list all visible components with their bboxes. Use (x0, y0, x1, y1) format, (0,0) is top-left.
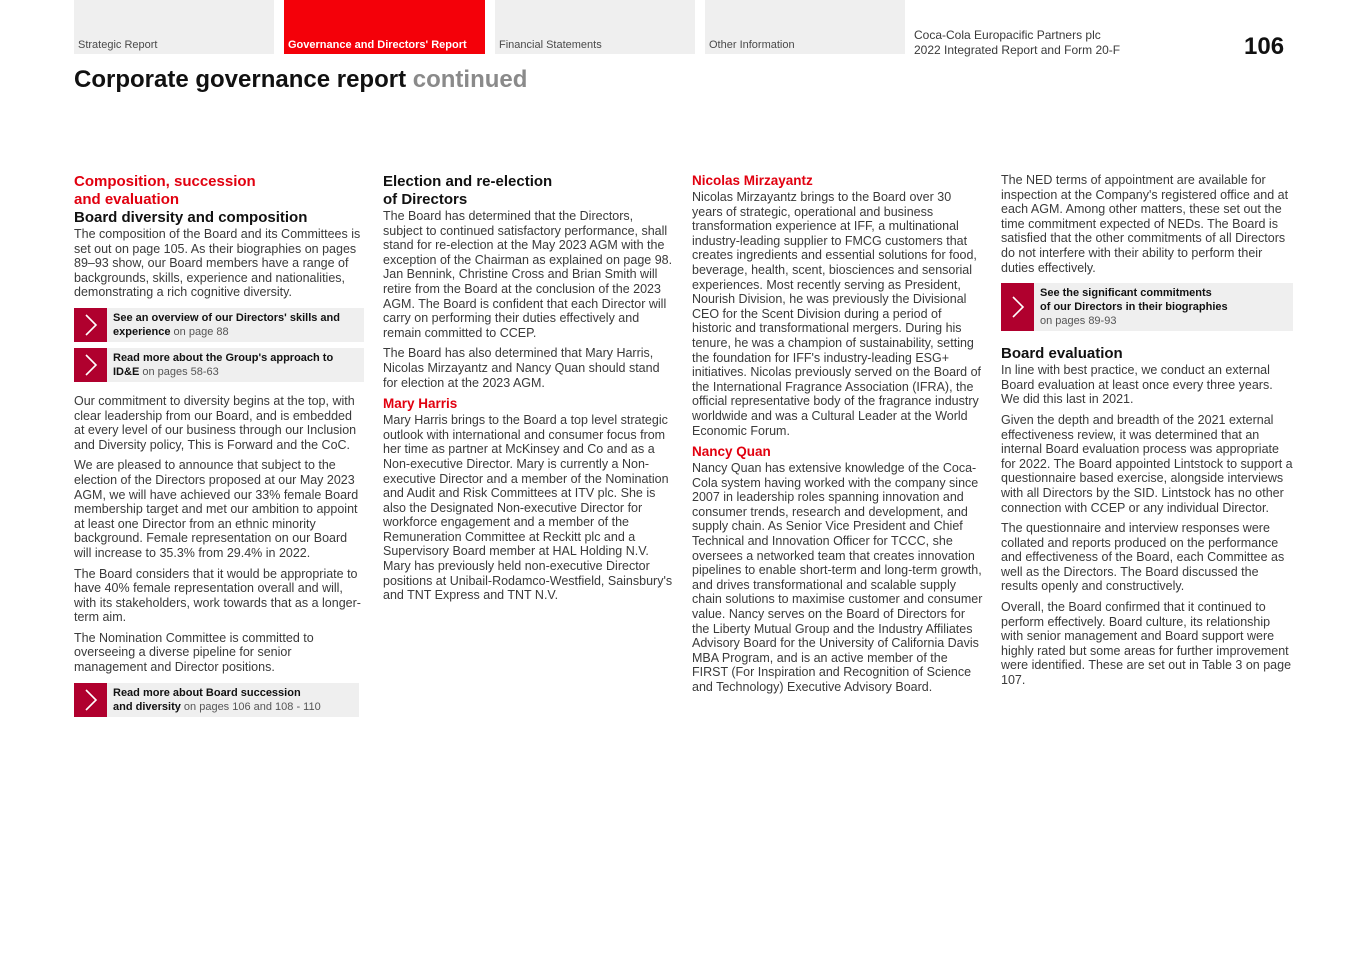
callout-bold: Read more about Board succession (113, 686, 301, 699)
paragraph: Our commitment to diversity begins at the top, with clear leadership from our Board, and is embedded at every level of our business through our Inclusion and Diversity policy, This is Forward and the CoC. (74, 393, 357, 452)
heading-line: Composition, succession (74, 173, 256, 190)
callout-text (107, 308, 364, 342)
paragraph: The questionnaire and interview responses were collated and reports produced on the performance and effectiveness of the Board, each Committee as well as the Directors. The Board discussed the results openly and constructively. (1001, 521, 1285, 594)
director-name-mary-harris: Mary Harris (383, 396, 458, 412)
company-name: Coca-Cola Europacific Partners plc (914, 28, 1101, 42)
callout-text (107, 348, 364, 382)
tab-label: Other Information (709, 39, 795, 51)
paragraph: Nicolas Mirzayantz brings to the Board over 30 years of strategic, operational and business transformation experience at IFF, a multinational industry-leading supplier to FMCG customers that creates ingredients and essential solutions for food, beverage, health, scent, biosciences and sensorial experiences. Most recently serving as President, Nourish Division, he was previously the Divisional CEO for the Scent Division during a period of historic and transformational mergers. During his tenure, he was a champion of sustainability, setting the foundation for IFF's industry-leading ESG+ initiatives. Nicolas previously served on the Board of the International Fragrance Association (IFRA), the official representative body of the fragrance industry worldwide and was a Cultural Leader at the World Economic Forum. (692, 190, 982, 438)
heading-line: Election and re-election (383, 173, 553, 190)
callout-ide-approach[interactable] (74, 348, 364, 382)
callout-bold: Read more about the Group's approach to ID&E (113, 351, 334, 378)
tab-label: Financial Statements (499, 39, 602, 51)
chevron-right-icon (74, 308, 107, 342)
page-title-continued: continued (412, 66, 528, 93)
page-number: 106 (1244, 33, 1285, 60)
section-heading-election (383, 173, 675, 209)
column-2 (383, 173, 675, 609)
callout-page-ref: on page 88 (173, 325, 229, 338)
paragraph: Mary Harris brings to the Board a top level strategic outlook with international and consumer focus from her time as partner at McKinsey and Co and as a Non-executive Director. Mary is currently a Non-executive Director and a member of the Nomination and Audit and Risk Committees at ITV plc. She is also the Designated Non-executive Director for workforce engagement and a member of the Remuneration Committee at Reckitt plc and a Supervisory Board member at HAL Holding N.V. Mary has previously held non-executive Director positions at Unibail-Rodamco-Westfield, Sainsbury's and TNT Express and TNT N.V. (383, 413, 673, 603)
callout-board-succession[interactable] (74, 683, 359, 717)
section-heading-board-evaluation: Board evaluation (1001, 345, 1123, 363)
tab-label: Governance and Directors' Report (288, 39, 467, 51)
callout-text (1034, 283, 1234, 331)
callout-page-ref: on pages 106 and 108 - 110 (183, 700, 321, 713)
tab-governance-report[interactable] (284, 0, 485, 54)
report-name: 2022 Integrated Report and Form 20-F (914, 43, 1121, 57)
callout-page-ref: on pages 89-93 (1040, 315, 1117, 328)
column-4 (1001, 173, 1293, 694)
callout-directors-skills[interactable] (74, 308, 364, 342)
callout-bold: and diversity (113, 700, 181, 713)
paragraph: Nancy Quan has extensive knowledge of the Coca-Cola system having worked with the company since 2007 in leadership roles spanning innovation and consumer trends, research and development, and supply chain. As Senior Vice President and Chief Technical and Innovation Officer for TCCC, she oversees a networked team that creates innovation pipelines to enable short-term and long-term growth, and drives transformational and scalable supply chain solutions to maximise customer and consumer value. Nancy serves on the Board of Directors for the Liberty Mutual Group and the Industry Affiliates Advisory Board for the University of California Davis MBA Program, and is an active member of the FIRST (For Inspiration and Recognition of Science and Technology) Executive Advisory Board. (692, 461, 983, 694)
paragraph: Overall, the Board confirmed that it continued to perform effectively. Board culture, its relationship with senior management and Board support were highly rated but some areas for further improvement were identified. These are set out in Table 3 on page 107. (1001, 600, 1292, 688)
paragraph: The Nomination Committee is committed to overseeing a diverse pipeline for senior management and Director positions. (74, 630, 314, 675)
chevron-right-icon (1001, 283, 1034, 331)
paragraph: The composition of the Board and its Committees is set out on page 105. As their biographies on pages 89–93 show, our Board members have a range of backgrounds, skills, experience and nationalities, demonstrating a rich cognitive diversity. (74, 227, 361, 300)
callout-significant-commitments[interactable] (1001, 283, 1293, 331)
column-1 (74, 173, 364, 723)
callout-page-ref: on pages 58-63 (142, 365, 219, 378)
section-heading-composition (74, 173, 364, 209)
paragraph: The Board considers that it would be appropriate to have 40% female representation overall and will, with its stakeholders, work towards that as a longer-term aim. (74, 566, 361, 625)
callout-bold: See the significant commitments (1040, 287, 1212, 300)
tab-other-information[interactable] (705, 0, 905, 54)
tab-financial-statements[interactable] (495, 0, 695, 54)
paragraph: The Board has determined that the Directors, subject to continued satisfactory performance, shall stand for re-election at the May 2023 AGM with the exception of the Chairman as explained on page 98. Jan Bennink, Christine Cross and Brian Smith will retire from the Board at the conclusion of the 2023 AGM. The Board is confident that each Director will carry on performing their duties effectively and remain committed to CCEP. (383, 209, 673, 340)
chevron-right-icon (74, 348, 107, 382)
subheading-board-diversity: Board diversity and composition (74, 209, 308, 226)
tab-strategic-report[interactable] (74, 0, 274, 54)
page-title-main: Corporate governance report (74, 66, 407, 93)
heading-line: of Directors (383, 191, 468, 208)
paragraph: In line with best practice, we conduct an external Board evaluation at least once every three years. We did this last in 2021. (1001, 363, 1273, 407)
report-meta (914, 28, 1120, 58)
callout-bold: of our Directors in their biographies (1040, 301, 1228, 314)
tab-label: Strategic Report (78, 39, 158, 51)
paragraph: Given the depth and breadth of the 2021 external effectiveness review, it was determined that an internal Board evaluation process was appropriate for 2022. The Board appointed Lintstock to support a questionnaire based exercise, alongside interviews with all Directors by the SID. Lintstock has no other connection with CCEP or any individual Director. (1001, 412, 1293, 515)
page-title (74, 66, 527, 94)
column-3 (692, 173, 984, 701)
director-name-nicolas-mirzayantz: Nicolas Mirzayantz (692, 173, 813, 188)
paragraph: We are pleased to announce that subject to the election of the Directors proposed at our May 2023 AGM, we will have achieved our 33% female Board membership target and met our ambition to appoint at least one Director from an ethnic minority background. Female representation on our Board will increase to 35.3% from 29.4% in 2022. (74, 458, 359, 560)
chevron-right-icon (74, 683, 107, 717)
paragraph: The Board has also determined that Mary Harris, Nicolas Mirzayantz and Nancy Quan should stand for election at the 2023 AGM. (383, 346, 660, 390)
heading-line: and evaluation (74, 191, 180, 208)
paragraph: The NED terms of appointment are available for inspection at the Company's registered office and at each AGM. Among other matters, these set out the time commitment expected of NEDs. The Board is satisfied that the other commitments of all Directors do not interfere with their ability to perform their duties effectively. (1001, 173, 1289, 275)
callout-text (107, 683, 327, 717)
director-name-nancy-quan: Nancy Quan (692, 444, 771, 460)
callout-bold: See an overview of our Directors' skills and experience (113, 311, 340, 338)
